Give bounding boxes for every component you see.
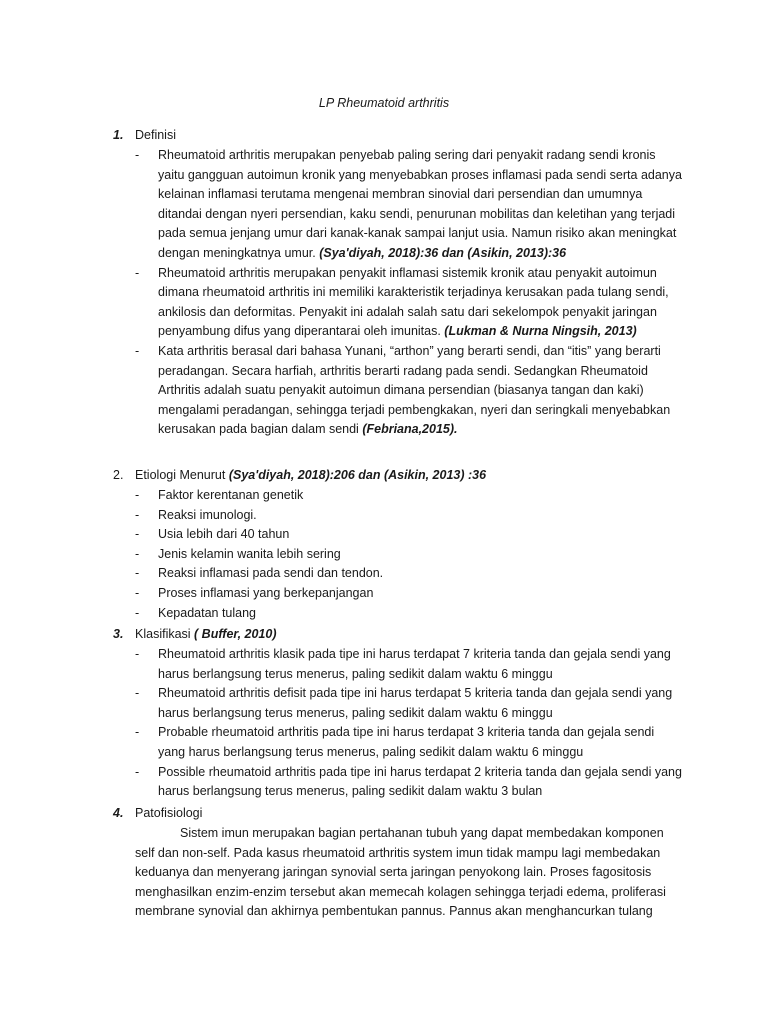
klasifikasi-list [135, 645, 683, 802]
dash-bullet: - [135, 343, 140, 358]
dash-bullet: - [135, 546, 140, 561]
list-item [135, 584, 683, 604]
definisi-list [135, 146, 683, 440]
dash-bullet: - [135, 265, 140, 280]
item-text: Rheumatoid arthritis merupakan penyebab paling sering dari penyakit radang sendi kronis yaitu gangguan autoimun kronik yang menyebabkan proses inflamasi pada sendi serta adanya kelainan inflamasi terutama mengenai membran sinovial dari persendian dan umumnya ditandai dengan nyeri persendian, kaku sendi, penurunan mobilitas dan keletihan yang terjadi pada semua jenjang umur dari kanak-kanak sampai lanjut usia. Namun risiko akan meningkat dengan meningkatnya umur. [158, 148, 682, 260]
list-item [135, 684, 683, 723]
item-text: Reaksi inflamasi pada sendi dan tendon. [158, 566, 384, 581]
list-item [135, 486, 683, 506]
list-item [135, 564, 683, 584]
item-text: Rheumatoid arthritis defisit pada tipe ini harus terdapat 5 kriteria tanda dan gejala sendi yang harus berlangsung terus menerus, paling sedikit dalam waktu 6 minggu [158, 686, 673, 720]
dash-bullet: - [135, 647, 140, 661]
list-item [135, 723, 683, 762]
dash-bullet: - [135, 488, 140, 502]
dash-bullet: - [135, 686, 140, 701]
heading-citation: ( Buffer, 2010) [194, 627, 277, 641]
item-text: Rheumatoid arthritis merupakan penyakit inflamasi sistemik kronik atau penyakit autoimun dimana rheumatoid arthritis ini memiliki karakteristik terjadinya kerusakan pada tulang sendi, ankilosis dan deformitas. Penyakit ini adalah salah satu dari sekelompok penyakit jaringan penyambung difus yang diperantarai oleh imunitas. [158, 265, 669, 339]
section-heading [135, 466, 486, 486]
section-number: 3. [113, 627, 124, 641]
item-text: Rheumatoid arthritis klasik pada tipe ini harus terdapat 7 kriteria tanda dan gejala sendi yang harus berlangsung terus menerus, paling sedikit dalam waktu 6 minggu [158, 647, 671, 681]
list-item [135, 264, 683, 342]
list-item [135, 525, 683, 545]
section-heading: Definisi [135, 128, 176, 142]
heading-text: Etiologi Menurut [135, 468, 229, 482]
item-text: Kepadatan tulang [158, 605, 257, 620]
dash-bullet: - [135, 566, 140, 581]
list-item [135, 342, 683, 440]
section-heading [135, 625, 277, 645]
item-text: Jenis kelamin wanita lebih sering [158, 546, 341, 561]
item-text: Kata arthritis berasal dari bahasa Yunani, “arthon” yang berarti sendi, dan “itis” yang berarti peradangan. Secara harfiah, arthritis berarti radang pada sendi. Sedangkan Rheumatoid Arthritis adalah suatu penyakit autoimun dimana persendian (biasanya tangan dan kaki) mengalami peradangan, sehingga terjadi pembengkakan, nyeri dan seringkali menyebabkan kerusakan pada bagian dalam sendi [158, 343, 671, 437]
section-number: 2. [113, 468, 124, 482]
patofisiologi-paragraph: Sistem imun merupakan bagian pertahanan tubuh yang dapat membedakan komponen self dan non-self. Pada kasus rheumatoid arthritis system imun tidak mampu lagi membedakan keduanya dan menyerang jaringan synovial serta jaringan penyokong lain. Proses fagositosis menghasilkan enzim-enzim tersebut akan memecah kolagen sehingga terjadi edema, proliferasi membrane synovial dan akhirnya pembentukan pannus. Pannus akan menghancurkan tulang [135, 826, 666, 919]
dash-bullet: - [135, 725, 140, 740]
list-item [135, 763, 683, 802]
item-text: Proses inflamasi yang berkepanjangan [158, 585, 374, 600]
list-item [135, 545, 683, 565]
item-text: Usia lebih dari 40 tahun [158, 527, 290, 542]
heading-citation: (Sya'diyah, 2018):206 dan (Asikin, 2013) :36 [228, 468, 487, 482]
citation: (Lukman & Nurna Ningsih, 2013) [444, 324, 637, 339]
dash-bullet: - [135, 764, 140, 779]
section-number: 1. [113, 128, 124, 142]
dash-bullet: - [135, 527, 140, 542]
heading-text: Klasifikasi [135, 627, 195, 641]
citation: (Febriana,2015). [362, 422, 458, 437]
dash-bullet: - [135, 605, 140, 620]
list-item [135, 146, 683, 264]
citation: (Sya'diyah, 2018):36 dan (Asikin, 2013):36 [319, 245, 567, 260]
dash-bullet: - [135, 507, 140, 522]
section-heading: Patofisiologi [135, 806, 203, 820]
item-text: Possible rheumatoid arthritis pada tipe ini harus terdapat 2 kriteria tanda dan gejala sendi yang harus berlangsung terus menerus, paling sedikit dalam waktu 3 bulan [158, 764, 682, 799]
dash-bullet: - [135, 148, 140, 162]
section-number: 4. [113, 806, 124, 820]
item-text: Reaksi imunologi. [158, 507, 257, 522]
document-title: LP Rheumatoid arthritis [318, 96, 450, 110]
list-item [135, 506, 683, 526]
list-item [135, 645, 683, 684]
item-text: Faktor kerentanan genetik [158, 488, 304, 502]
etiologi-list [135, 486, 683, 623]
list-item [135, 604, 683, 624]
dash-bullet: - [135, 585, 140, 600]
item-text: Probable rheumatoid arthritis pada tipe ini harus terdapat 3 kriteria tanda dan gejala sendi yang harus berlangsung terus menerus, paling sedikit dalam waktu 6 minggu [158, 725, 655, 759]
